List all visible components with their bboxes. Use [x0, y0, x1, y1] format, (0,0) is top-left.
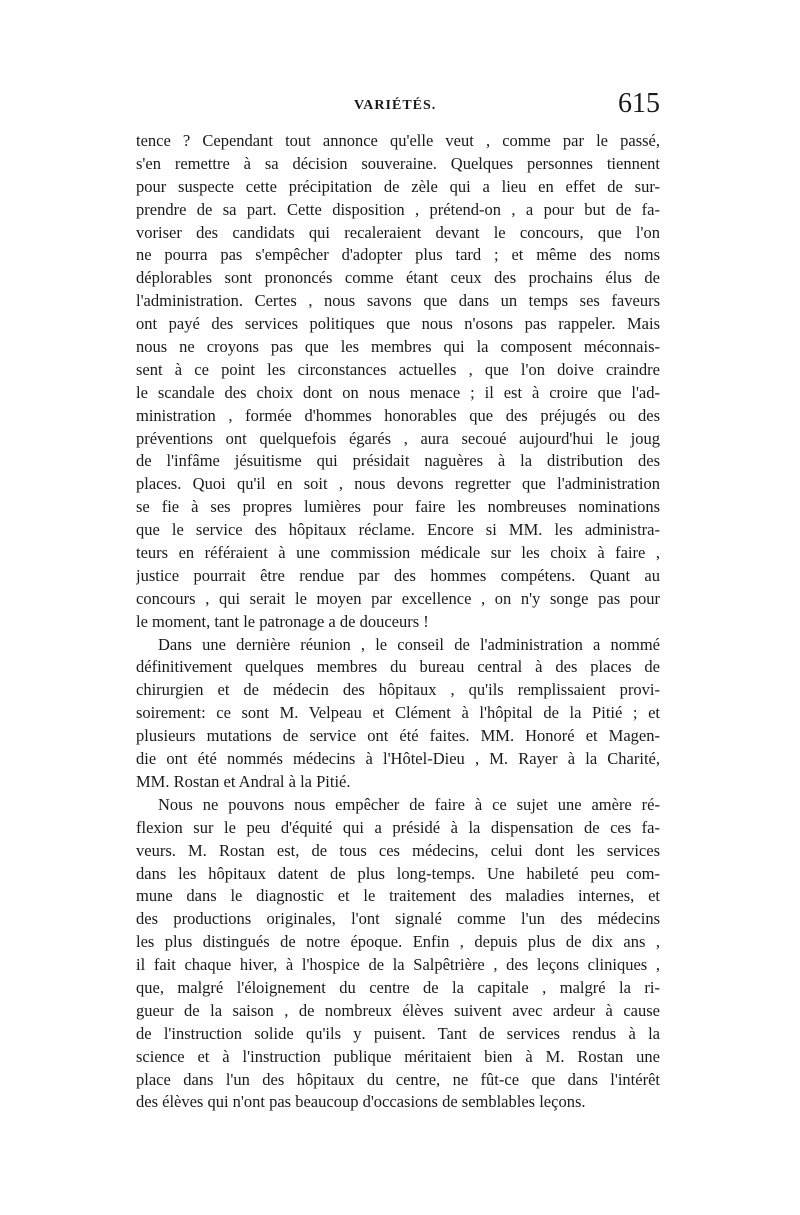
text-line: de l'infâme jésuitisme qui présidait naguères à la distribution des — [136, 451, 660, 471]
text-line: prendre de sa part. Cette disposition , prétend-on , a pour but de fa- — [136, 199, 660, 219]
text-line: gueur de la saison , de nombreux élèves suivent avec ardeur à cause — [136, 1000, 660, 1020]
text-line: die ont été nommés médecins à l'Hôtel-Dieu , M. Rayer à la Charité, — [136, 749, 660, 769]
text-line: tence ? Cependant tout annonce qu'elle veut , comme par le passé, — [136, 131, 660, 150]
paragraph — [136, 794, 660, 1114]
text-line: que le service des hôpitaux réclame. Encore si MM. les administra- — [136, 520, 660, 540]
text-line: justice pourrait être rendue par des hommes compétens. Quant au — [136, 565, 660, 585]
text-line: place dans l'un des hôpitaux du centre, ne fût-ce que dans l'intérêt — [136, 1069, 660, 1089]
text-line: ne pourra pas s'empêcher d'adopter plus tard ; et même des noms — [136, 245, 660, 265]
page-number: 615 — [618, 88, 660, 119]
text-line: dans les hôpitaux datent de plus long-temps. Une habileté peu com- — [136, 863, 660, 883]
text-line: MM. Rostan et Andral à la Pitié. — [136, 771, 351, 791]
text-line: des élèves qui n'ont pas beaucoup d'occasions de semblables leçons. — [136, 1092, 586, 1112]
paragraph — [136, 634, 660, 794]
running-head — [136, 88, 660, 132]
text-line: que, malgré l'éloignement du centre de la capitale , malgré la ri- — [136, 977, 660, 997]
text-line: mune dans le diagnostic et le traitement des maladies internes, et — [136, 886, 660, 906]
text-line: s'en remettre à sa décision souveraine. Quelques personnes tiennent — [136, 153, 660, 173]
running-title: VARIÉTÉS. — [354, 98, 437, 113]
text-line: places. Quoi qu'il en soit , nous devons regretter que l'administration — [136, 474, 660, 494]
paragraph — [136, 130, 660, 634]
text-line: chirurgien et de médecin des hôpitaux , qu'ils remplissaient provi- — [136, 680, 660, 700]
text-line: préventions ont quelquefois égarés , aura secoué aujourd'hui le joug — [136, 428, 660, 448]
text-line: voriser des candidats qui recaleraient devant le concours, que l'on — [136, 222, 660, 242]
text-line: flexion sur le peu d'équité qui a présidé à la dispensation de ces fa- — [136, 817, 660, 837]
body-text — [136, 130, 660, 1114]
text-line: le moment, tant le patronage a de douceurs ! — [136, 611, 429, 631]
text-line: sent à ce point les circonstances actuelles , que l'on doive craindre — [136, 359, 660, 379]
text-line: se fie à ses propres lumières pour faire les nombreuses nominations — [136, 497, 660, 517]
text-line: teurs en référaient à une commission médicale sur les choix à faire , — [136, 543, 660, 563]
text-line: ministration , formée d'hommes honorables que des préjugés ou des — [136, 405, 660, 425]
text-line: ont payé des services politiques que nous n'osons pas rappeler. Mais — [136, 314, 660, 334]
text-line: il fait chaque hiver, à l'hospice de la Salpêtrière , des leçons cliniques , — [136, 955, 660, 975]
text-line: veurs. M. Rostan est, de tous ces médecins, celui dont les services — [136, 840, 660, 860]
text-line: le scandale des choix dont on nous menace ; il est à croire que l'ad- — [136, 382, 660, 402]
text-line: Dans une dernière réunion , le conseil de l'administration a nommé — [158, 634, 660, 654]
text-line: nous ne croyons pas que les membres qui la composent méconnais- — [136, 337, 660, 357]
text-line: déplorables sont prononcés comme étant ceux des prochains élus de — [136, 268, 660, 288]
text-line: l'administration. Certes , nous savons que dans un temps ses faveurs — [136, 291, 660, 311]
text-line: définitivement quelques membres du bureau central à des places de — [136, 657, 660, 677]
text-line: soirement: ce sont M. Velpeau et Clément à l'hôpital de la Pitié ; et — [136, 703, 660, 723]
text-line: concours , qui serait le moyen par excellence , on n'y songe pas pour — [136, 588, 660, 608]
text-line: science et à l'instruction publique méritaient bien à M. Rostan une — [136, 1046, 660, 1066]
text-line: les plus distingués de notre époque. Enfin , depuis plus de dix ans , — [136, 932, 660, 952]
text-line: Nous ne pouvons nous empêcher de faire à ce sujet une amère ré- — [158, 794, 660, 814]
text-line: plusieurs mutations de service ont été faites. MM. Honoré et Magen- — [136, 726, 660, 746]
text-line: pour suspecte cette précipitation de zèle qui a lieu en effet de sur- — [136, 176, 660, 196]
text-line: de l'instruction solide qu'ils y puisent. Tant de services rendus à la — [136, 1023, 660, 1043]
text-line: des productions originales, l'ont signalé comme l'un des médecins — [136, 909, 660, 929]
